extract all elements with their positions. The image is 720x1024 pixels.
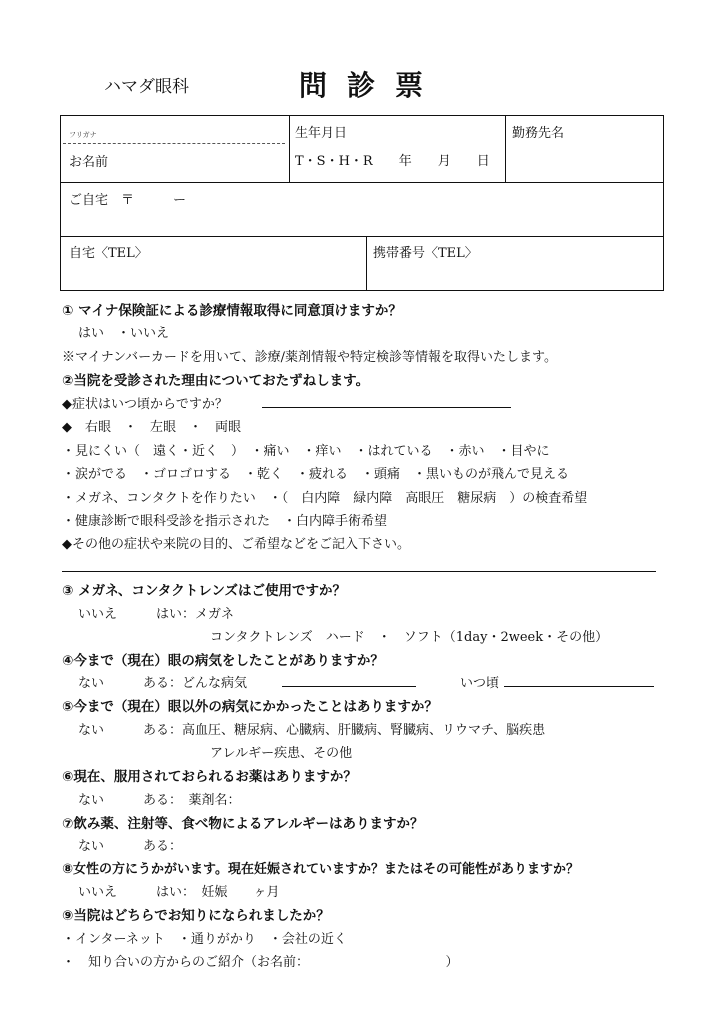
q8-question: ⑧女性の方にうかがいます。現在妊娠されていますか？またはその可能性がありますか？ — [62, 862, 579, 877]
q2-since: ◆症状はいつ頃からですか？ — [62, 397, 228, 412]
divider — [61, 182, 663, 183]
home-tel-field[interactable]: 自宅〈TEL〉 — [69, 246, 148, 261]
page-title: 問診票 — [299, 69, 444, 102]
q4-question: ④今まで（現在）眼の病気をしたことがありますか？ — [62, 653, 384, 669]
divider — [505, 116, 506, 183]
divider — [289, 116, 290, 183]
q6-question: ⑥現在、服用されておられるお薬はありますか？ — [62, 769, 357, 785]
q2-other: ◆その他の症状や来院の目的、ご希望などをご記入下さい。 — [62, 537, 410, 552]
divider — [61, 236, 663, 237]
birth-date-field[interactable]: T・S・H・R 年 月 日 — [295, 154, 490, 169]
q7-answer[interactable]: ない ある： — [78, 839, 183, 854]
q3-answer-1[interactable]: いいえ はい：メガネ — [78, 607, 235, 622]
when-answer-line[interactable] — [504, 686, 654, 687]
q8-answer[interactable]: いいえ はい： 妊娠 ヶ月 — [78, 885, 280, 900]
clinic-name: ハマダ眼科 — [104, 77, 189, 97]
disease-answer-line[interactable] — [282, 686, 416, 687]
other-answer-line[interactable] — [62, 571, 656, 572]
q3-question: ③ メガネ、コンタクトレンズはご使用ですか？ — [62, 583, 347, 599]
q9-answer-2[interactable]: ・ 知り合いの方からのご紹介（お名前： ） — [62, 955, 459, 970]
q9-answer-1[interactable]: ・インターネット ・通りがかり ・会社の近く — [62, 932, 347, 947]
q9-question: ⑨当院はどちらでお知りになられましたか？ — [62, 908, 330, 924]
q3-answer-2[interactable]: コンタクトレンズ ハード ・ ソフト（1day・2week・その他） — [210, 630, 609, 645]
q2-question: ②当院を受診された理由についておたずねします。 — [62, 373, 370, 389]
furigana-divider — [63, 143, 285, 144]
divider — [366, 236, 367, 291]
q4-when: いつ頃 — [460, 676, 500, 691]
q2-eye[interactable]: ◆ 右眼 ・ 左眼 ・ 両眼 — [62, 420, 241, 435]
mobile-tel-field[interactable]: 携帯番号〈TEL〉 — [373, 246, 478, 261]
q5-question: ⑤今まで（現在）眼以外の病気にかかったことはありますか？ — [62, 699, 438, 715]
q1-question: ① マイナ保険証による診療情報取得に同意頂けますか？ — [62, 303, 402, 319]
q1-note: ※マイナンバーカードを用いて、診療/薬剤情報や特定検診等情報を取得いたします。 — [62, 350, 558, 365]
q2-symptoms-3[interactable]: ・メガネ、コンタクトを作りたい ・（ 白内障 緑内障 高眼圧 糖尿病 ）の検査希望 — [62, 491, 588, 506]
since-answer-line[interactable] — [262, 407, 511, 408]
birth-label: 生年月日 — [295, 126, 348, 141]
q1-options[interactable]: はい ・いいえ — [78, 326, 170, 341]
workplace-field[interactable]: 勤務先名 — [512, 126, 565, 141]
q5-answer-2[interactable]: アレルギー疾患、その他 — [210, 746, 353, 761]
furigana-label: フリガナ — [69, 131, 97, 139]
name-field[interactable]: お名前 — [69, 155, 109, 170]
q4-answer[interactable]: ない ある：どんな病気 — [78, 676, 248, 691]
q2-symptoms-1[interactable]: ・見にくい（ 遠く・近く ） ・痛い ・痒い ・はれている ・赤い ・目やに — [62, 444, 550, 459]
q2-symptoms-4[interactable]: ・健康診断で眼科受診を指示された ・白内障手術希望 — [62, 514, 388, 529]
q5-answer-1[interactable]: ない ある：高血圧、糖尿病、心臓病、肝臓病、腎臓病、リウマチ、脳疾患 — [78, 723, 546, 738]
patient-info-table — [60, 115, 664, 291]
q2-symptoms-2[interactable]: ・涙がでる ・ゴロゴロする ・乾く ・疲れる ・頭痛 ・黒いものが飛んで見える — [62, 467, 570, 482]
q7-question: ⑦飲み薬、注射等、食べ物によるアレルギーはありますか？ — [62, 816, 424, 832]
q6-answer[interactable]: ない ある： 薬剤名： — [78, 793, 241, 808]
address-field[interactable]: ご自宅 〒 ー — [69, 193, 187, 208]
